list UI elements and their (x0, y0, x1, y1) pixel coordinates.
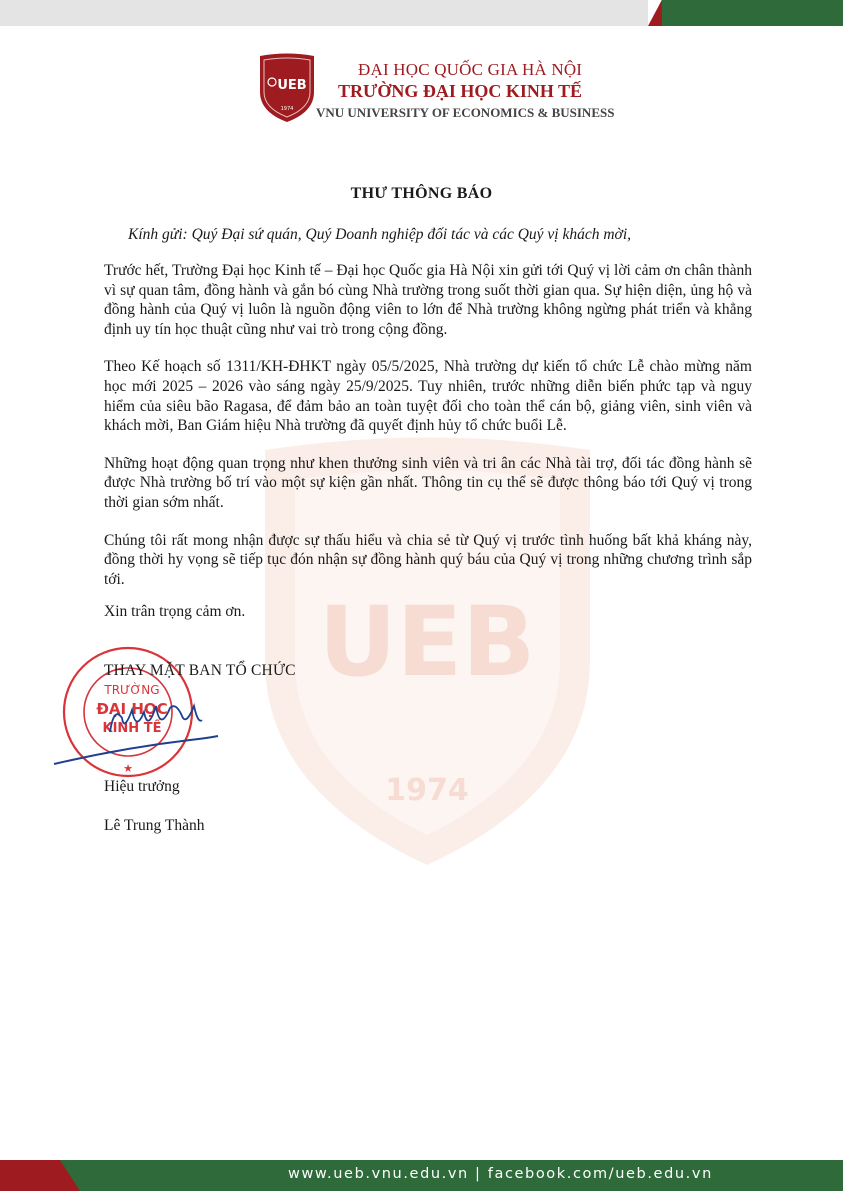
footer-red-corner (0, 1160, 80, 1191)
logo-year: 1974 (280, 106, 294, 112)
signature-underline (54, 736, 218, 764)
footer-links: www.ueb.vnu.edu.vn | facebook.com/ueb.edu.vn (288, 1166, 713, 1182)
svg-text:★: ★ (123, 762, 133, 775)
header-line-2: TRƯỜNG ĐẠI HỌC KINH TẾ (338, 81, 583, 101)
stamp-line-2: ĐẠI HỌC (96, 700, 168, 718)
top-band-gray (0, 0, 648, 26)
closing-thanks: Xin trân trọng cảm ơn. (104, 603, 246, 620)
logo-text: UEB (277, 78, 307, 93)
paragraph-3: Những hoạt động quan trọng như khen thưởng sinh viên và tri ân các Nhà tài trợ, đối tác đồng hành sẽ được Nhà trường bố trí vào một sự kiện gần nhất. Thông tin cụ thể sẽ được thông báo tới Quý vị trong thời gian sớm nhất. (104, 454, 752, 511)
letter-body (104, 261, 752, 589)
top-band-green (662, 0, 843, 26)
letter-title: THƯ THÔNG BÁO (350, 185, 493, 202)
stamp-line-1: TRƯỜNG (104, 683, 160, 697)
ueb-logo (258, 52, 316, 124)
paragraph-4: Chúng tôi rất mong nhận được sự thấu hiểu và chia sẻ từ Quý vị trước tình huống bất khả kháng này, đồng thời hy vọng sẽ tiếp tục đón nhận sự đồng hành quý báu của Quý vị trong những chương trình sắp tới. (104, 531, 752, 588)
header-line-3: VNU UNIVERSITY OF ECONOMICS & BUSINESS (316, 105, 615, 120)
university-header (316, 60, 620, 122)
signer-name: Lê Trung Thành (104, 817, 205, 834)
watermark-year: 1974 (385, 773, 469, 808)
letter-greeting: Kính gửi: Quý Đại sứ quán, Quý Doanh nghiệp đối tác và các Quý vị khách mời, (128, 226, 632, 243)
paragraph-2: Theo Kế hoạch số 1311/KH-ĐHKT ngày 05/5/2025, Nhà trường dự kiến tổ chức Lễ chào mừng năm học mới 2025 – 2026 vào sáng ngày 25/9/2025. Tuy nhiên, trước những diễn biến phức tạp và nguy hiểm của siêu bão Ragasa, để đảm bảo an toàn tuyệt đối cho toàn thể cán bộ, giảng viên, sinh viên và khách mời, Ban Giám hiệu Nhà trường đã quyết định hủy tổ chức buổi Lễ. (104, 358, 752, 435)
signer-position: Hiệu trưởng (104, 778, 180, 795)
stamp-line-3: KINH TẾ (102, 721, 162, 736)
footer-band (0, 1160, 843, 1191)
signature-role: THAY MẶT BAN TỔ CHỨC (104, 662, 296, 679)
top-color-band (0, 0, 843, 26)
header-line-1: ĐẠI HỌC QUỐC GIA HÀ NỘI (358, 60, 583, 79)
paragraph-1: Trước hết, Trường Đại học Kinh tế – Đại học Quốc gia Hà Nội xin gửi tới Quý vị lời cảm ơn chân thành vì sự quan tâm, đồng hành và gắn bó cùng Nhà trường trong suốt thời gian qua. Sự hiện diện, ủng hộ và đồng hành của Quý vị luôn là nguồn động viên to lớn để Nhà trường không ngừng phát triển và khẳng định uy tín học thuật cũng như vai trò trong cộng đồng. (104, 262, 752, 338)
watermark-text: UEB (318, 586, 536, 698)
official-stamp (52, 636, 220, 786)
